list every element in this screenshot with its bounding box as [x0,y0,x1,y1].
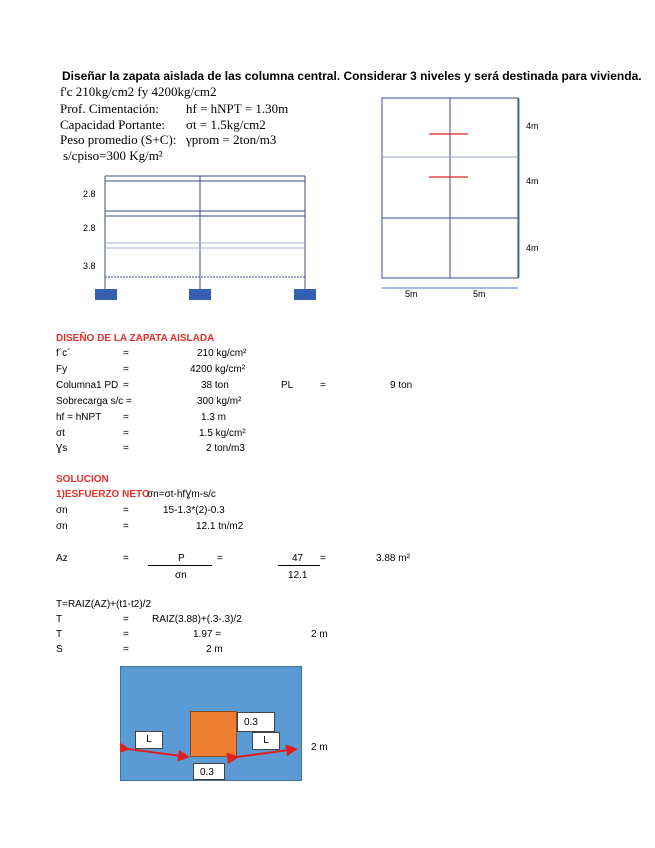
avg-weight-value: γprom = 2ton/m3 [186,132,277,147]
az-result: 3.88 m² [376,553,410,564]
floor-plan-diagram [376,92,551,300]
story-height-1: 2.8 [83,189,96,199]
footing-side-dim: 2 m [311,742,328,753]
sc-value: 300 kg/m² [197,396,242,407]
story-height-3: 3.8 [83,261,96,271]
bearing-capacity-value: σt = 1.5kg/cm2 [186,117,266,132]
sigma-n-label-1: σn [56,505,68,516]
az-eq1: = [123,553,129,564]
az-num1: P [178,553,185,564]
az-fraction-bar-2 [278,565,320,566]
materials-line: f'c 210kg/cm2 fy 4200kg/cm2 [60,84,217,99]
hf-eq: = [123,412,129,423]
az-label: Az [56,553,68,564]
t-formula: T=RAIZ(AZ)+(t1-t2)/2 [56,599,152,610]
sigma-n-eq-2: = [123,521,129,532]
design-heading: DISEÑO DE LA ZAPATA AISLADA [56,333,215,344]
az-num2: 47 [292,553,304,564]
az-fraction-bar-1 [148,565,212,566]
az-den1: σn [175,570,187,581]
plan-dim-right-1: 4m [526,121,539,131]
fc-label: f´c´ [56,348,71,359]
s-value: 2 m [206,644,223,655]
t-label-2: T [56,629,63,640]
s-label: S [56,644,63,655]
t-eq-1: = [123,614,129,625]
fc-value: 210 kg/cm² [197,348,247,359]
hf-label: hf = hNPT [56,412,102,423]
az-eq2: = [217,553,223,564]
pd-label: Columna1 PD [56,380,119,391]
pl-value: 9 ton [390,380,413,391]
footing-center [189,289,211,300]
sigma-t-label: σt [56,428,65,439]
net-stress-heading: 1)ESFUERZO NETO [56,489,150,500]
gamma-s-value: 2 ton/m3 [206,443,245,454]
pd-value: 38 ton [201,380,229,391]
plan-dim-bottom-1: 5m [405,289,418,299]
problem-title: Diseñar la zapata aislada de las columna central. Considerar 3 niveles y será destinada para vivienda. [62,69,642,83]
col-dim-top-label: 0.3 [237,712,275,732]
fy-label: Fy [56,364,68,375]
t-expr: RAIZ(3.88)+(.3-.3)/2 [152,614,242,625]
t-label-1: T [56,614,63,625]
footing-left [95,289,117,300]
t-value: 1.97 = [193,629,222,640]
gamma-s-label: Ɣs [56,443,68,454]
right-l-label: L [252,732,280,750]
net-stress-formula: σn=σt-hfƔm-s/c [147,489,216,500]
t-eq-2: = [123,629,129,640]
foundation-depth-label: Prof. Cimentación: [60,101,159,116]
pl-eq: = [320,380,326,391]
bearing-capacity-label: Capacidad Portante: [60,117,166,132]
sigma-t-eq: = [123,428,129,439]
story-height-2: 2.8 [83,223,96,233]
live-load-line: s/cpiso=300 Kg/m² [63,148,163,163]
solution-heading: SOLUCION [56,474,109,485]
sigma-n-value: 12.1 tn/m2 [196,521,244,532]
plan-dim-bottom-2: 5m [473,289,486,299]
plan-dim-right-3: 4m [526,243,539,253]
az-eq3: = [320,553,326,564]
plan-dim-right-2: 4m [526,176,539,186]
sc-label: Sobrecarga s/c = [56,396,132,407]
hf-value: 1.3 m [201,412,227,423]
left-l-label: L [135,731,163,749]
gamma-s-eq: = [123,443,129,454]
fy-value: 4200 kg/cm² [190,364,246,375]
sigma-t-value: 1.5 kg/cm² [199,428,246,439]
pd-eq: = [123,380,129,391]
col-dim-bottom-label: 0.3 [193,763,225,780]
sigma-n-expr: 15-1.3*(2)-0.3 [163,505,225,516]
t-rounded: 2 m [311,629,328,640]
pl-label: PL [281,380,294,391]
az-den2: 12.1 [288,570,308,581]
foundation-depth-value: hf = hNPT = 1.30m [186,101,289,116]
avg-weight-label: Peso promedio (S+C): [60,132,177,147]
sigma-n-eq-1: = [123,505,129,516]
s-eq: = [123,644,129,655]
sigma-n-label-2: σn [56,521,68,532]
elevation-frame-diagram [75,168,325,303]
fc-eq: = [123,348,129,359]
fy-eq: = [123,364,129,375]
footing-right [294,289,316,300]
